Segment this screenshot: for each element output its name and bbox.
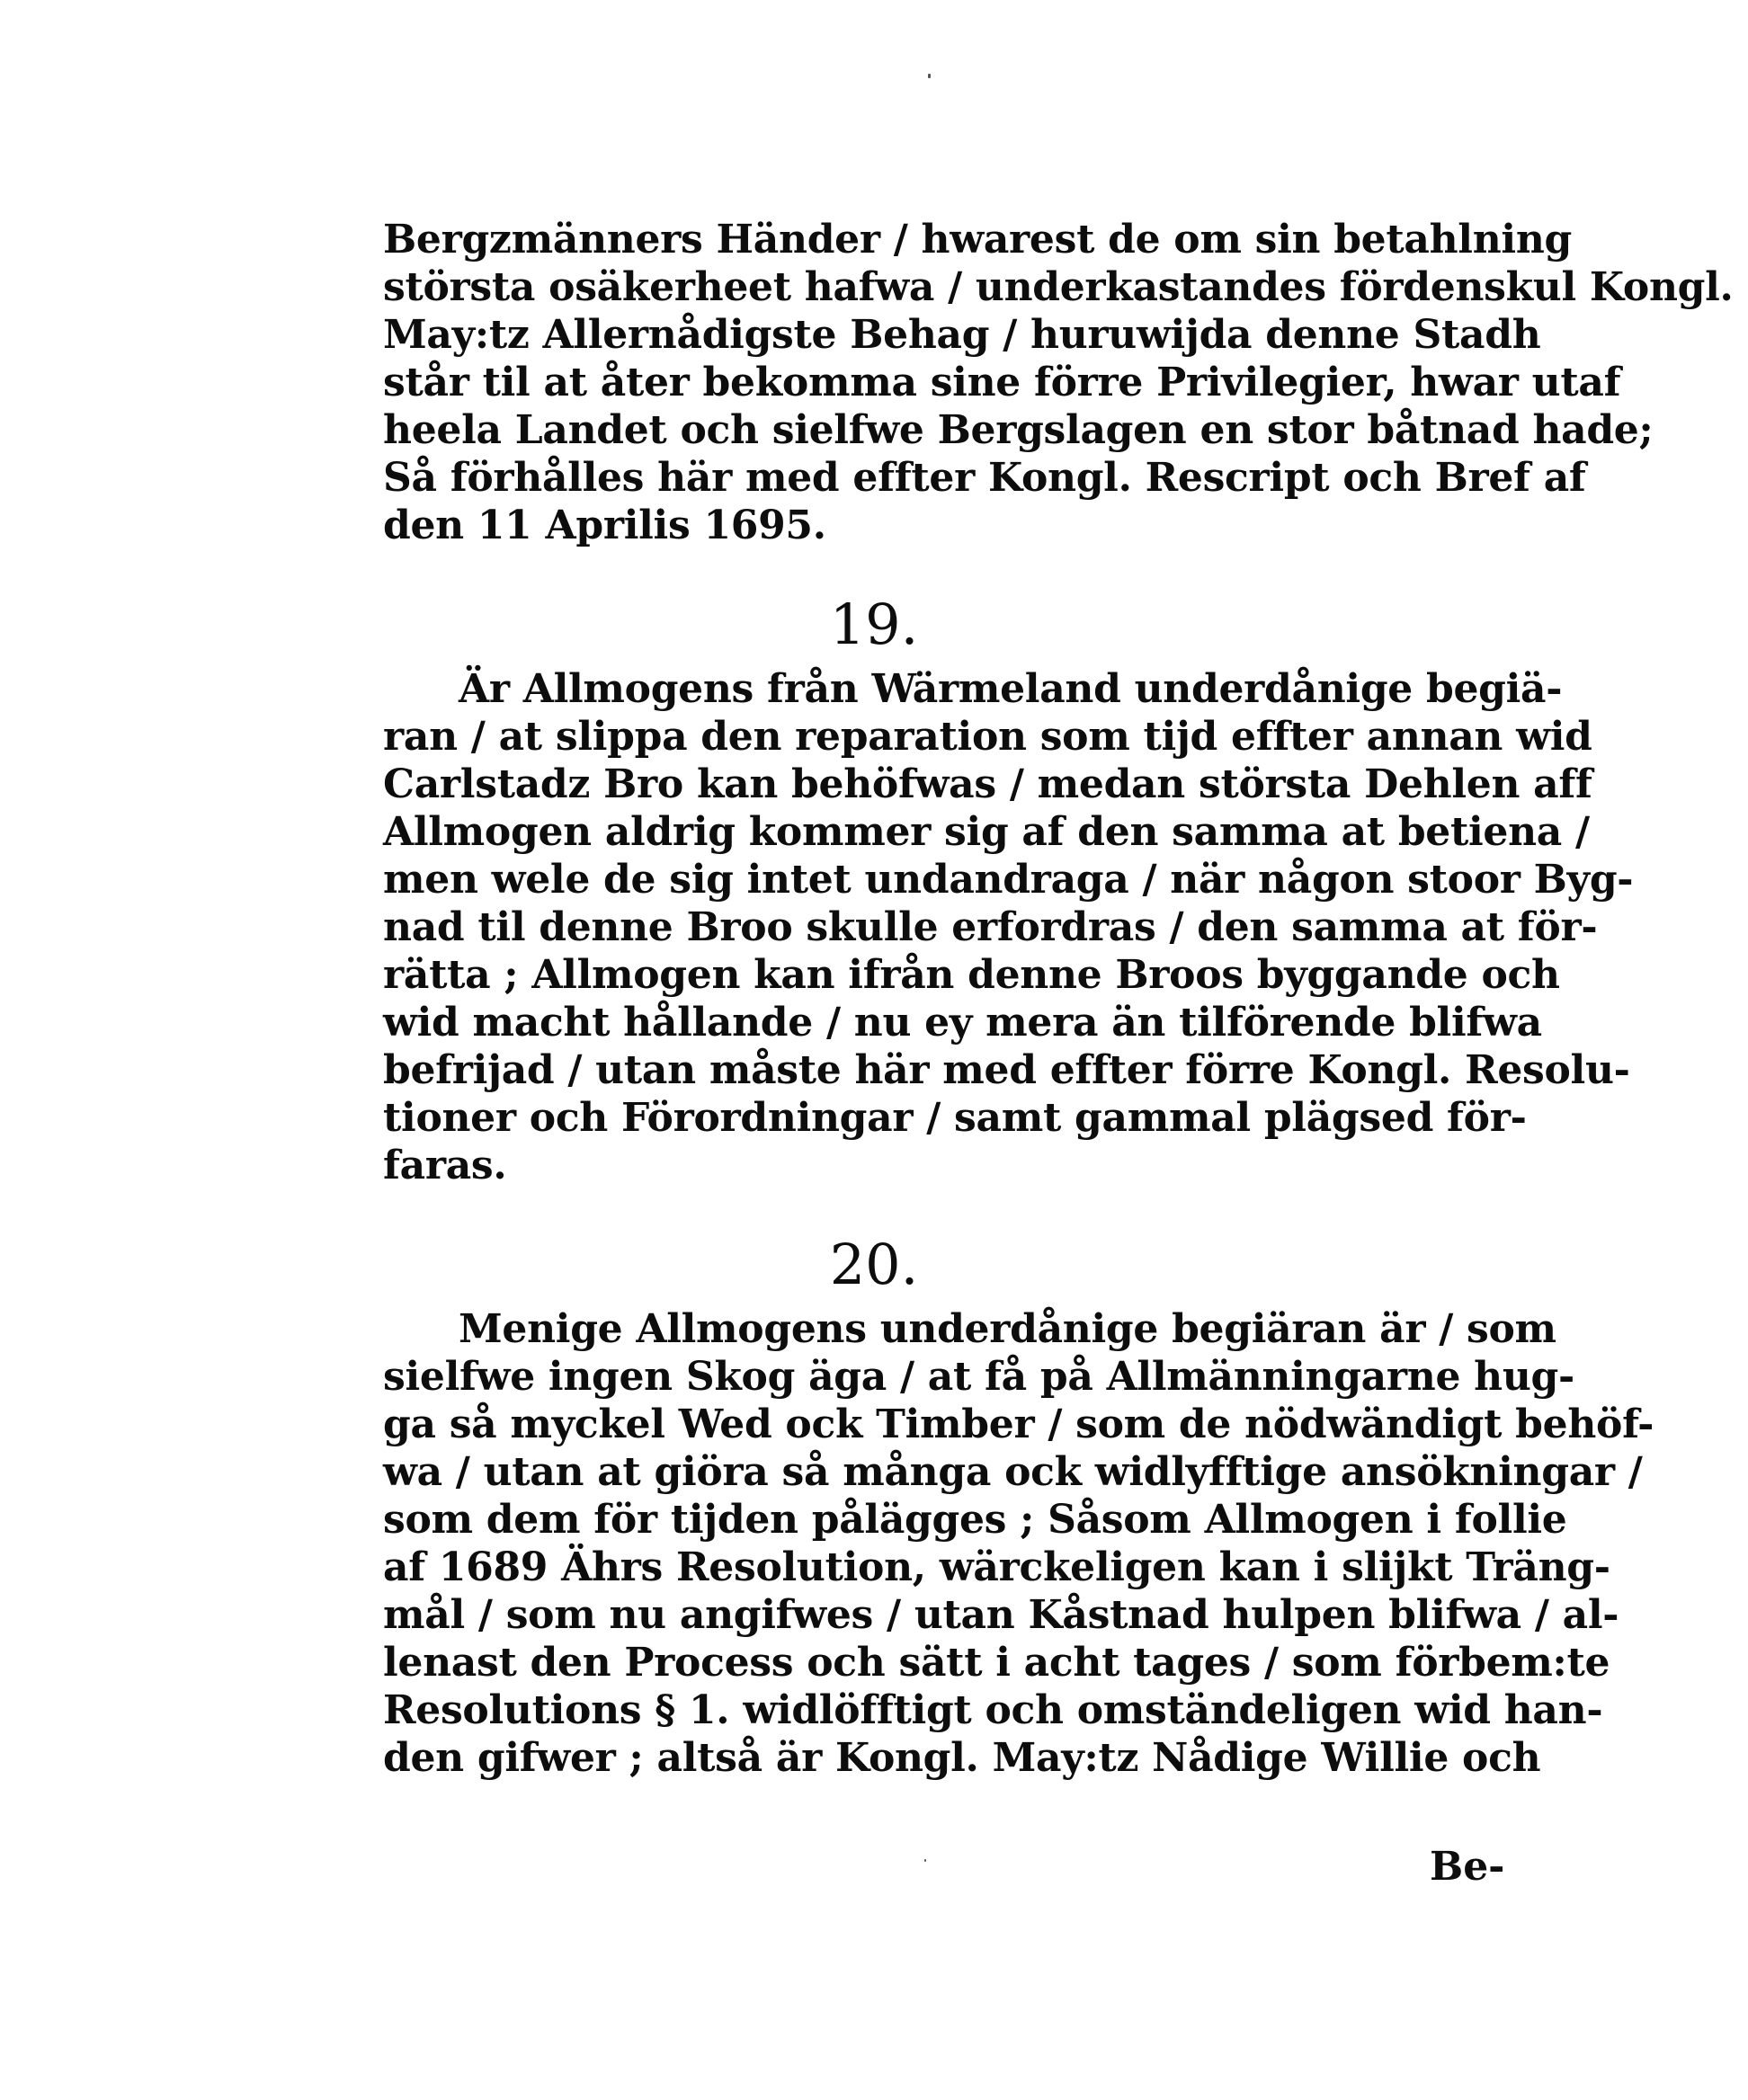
- section-20-paragraph: [383, 1305, 1654, 1782]
- text-line: Bergzmänners Händer / hwarest de om sin betahlning: [383, 217, 1572, 262]
- text-line: Så förhålles här med effter Kongl. Rescript och Bref af: [383, 455, 1586, 501]
- text-line: af 1689 Ährs Resolution, wärckeligen kan i slijkt Träng-: [383, 1544, 1610, 1590]
- text-line: största osäkerheet hafwa / underkastandes fördenskul Kongl.: [383, 264, 1734, 310]
- catchword: Be-: [1430, 1844, 1505, 1890]
- text-line: tioner och Förordningar / samt gammal plägsed för-: [383, 1095, 1527, 1141]
- text-line: ga så myckel Wed ock Timber / som de nödwändigt behöf-: [383, 1401, 1654, 1447]
- text-line: den gifwer ; altså är Kongl. May:tz Nådige Willie och: [383, 1735, 1541, 1781]
- ink-speck: [928, 74, 931, 78]
- text-line: Menige Allmogens underdånige begiäran är / som: [459, 1306, 1556, 1352]
- text-line: ran / at slippa den reparation som tijd effter annan wid: [383, 714, 1592, 760]
- section-19-paragraph: [383, 665, 1634, 1189]
- text-line: lenast den Process och sätt i acht tages / som förbem:te: [383, 1640, 1610, 1686]
- section-number-19: 19.: [829, 592, 919, 657]
- text-line: wa / utan at giöra så många ock widlyfftige ansökningar /: [383, 1449, 1643, 1495]
- text-line: mål / som nu angifwes / utan Kåstnad hulpen blifwa / al-: [383, 1592, 1619, 1638]
- text-line: befrijad / utan måste här med effter förre Kongl. Resolu-: [383, 1047, 1630, 1093]
- text-line: faras.: [383, 1143, 507, 1188]
- text-line: wid macht hållande / nu ey mera än tilförende blifwa: [383, 1000, 1542, 1046]
- section-number-20: 20.: [829, 1232, 919, 1297]
- continued-paragraph: [383, 216, 1734, 549]
- text-line: som dem för tijden pålägges ; Såsom Allmogen i follie: [383, 1497, 1567, 1543]
- text-line: sielfwe ingen Skog äga / at få på Allmänningarne hug-: [383, 1354, 1574, 1400]
- text-line: rätta ; Allmogen kan ifrån denne Broos byggande och: [383, 952, 1560, 998]
- text-line: Carlstadz Bro kan behöfwas / medan största Dehlen aff: [383, 761, 1592, 807]
- text-line: Resolutions § 1. widlöfftigt och omständeligen wid han-: [383, 1687, 1603, 1733]
- text-line: står til at åter bekomma sine förre Privilegier, hwar utaf: [383, 360, 1621, 405]
- text-line: heela Landet och sielfwe Bergslagen en stor båtnad hade;: [383, 407, 1654, 453]
- text-line: men wele de sig intet undandraga / när någon stoor Byg-: [383, 857, 1634, 903]
- text-line: May:tz Allernådigste Behag / huruwijda denne Stadh: [383, 312, 1541, 358]
- text-line: Är Allmogens från Wärmeland underdånige begiä-: [459, 666, 1563, 712]
- text-line: den 11 Aprilis 1695.: [383, 503, 826, 548]
- ink-speck: [924, 1859, 926, 1862]
- text-line: nad til denne Broo skulle erfordras / den samma at för-: [383, 904, 1598, 950]
- text-line: Allmogen aldrig kommer sig af den samma at betiena /: [383, 809, 1590, 855]
